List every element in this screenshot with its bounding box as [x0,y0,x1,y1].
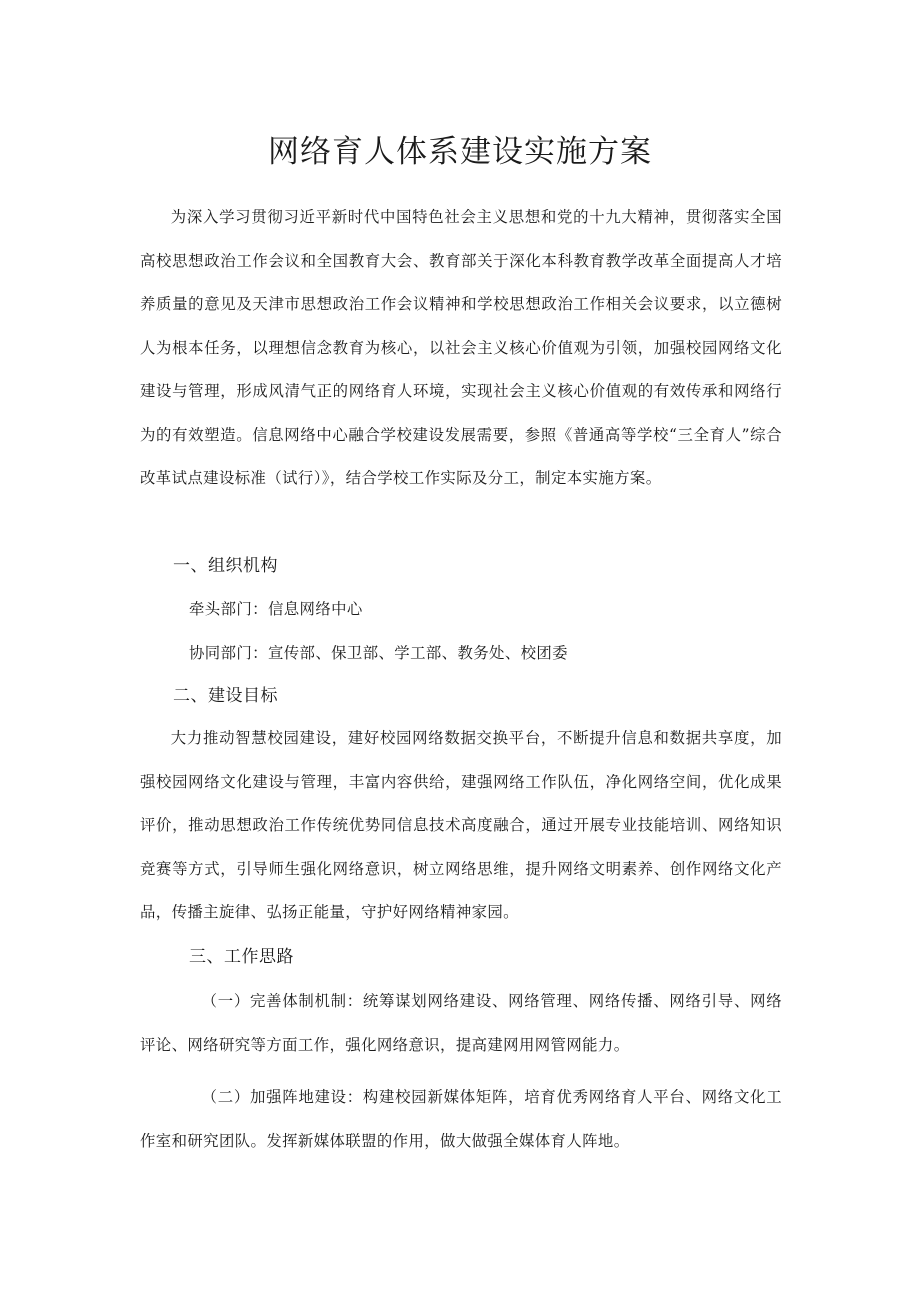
section-heading-goals: 二、建设目标 [173,686,278,706]
cooperating-departments: 协同部门：宣传部、保卫部、学工部、教务处、校团委 [189,644,568,662]
section-heading-approach: 三、工作思路 [189,947,294,967]
page-title: 网络育人体系建设实施方案 [268,134,652,170]
section-heading-organization: 一、组织机构 [173,556,278,576]
goals-paragraph: 大力推动智慧校园建设，建好校园网络数据交换平台，不断提升信息和数据共享度，加强校园网络文化建设与管理，丰富内容供给，建强网络工作队伍，净化网络空间，优化成果评价，推动思想政治工作传统优势同信息技术高度融合，通过开展专业技能培训、网络知识竞赛等方式，引导师生强化网络意识，树立网络思维，提升网络文明素养、创作网络文化产品，传播主旋律、弘扬正能量，守护好网络精神家园。 [140,729,782,921]
lead-department: 牵头部门：信息网络中心 [189,600,363,618]
intro-paragraph: 为深入学习贯彻习近平新时代中国特色社会主义思想和党的十九大精神，贯彻落实全国高校思想政治工作会议和全国教育大会、教育部关于深化本科教育教学改革全面提高人才培养质量的意见及天津市思想政治工作会议精神和学校思想政治工作相关会议要求，以立德树人为根本任务，以理想信念教育为核心，以社会主义核心价值观为引领，加强校园网络文化建设与管理，形成风清气正的网络育人环境，实现社会主义核心价值观的有效传承和网络行为的有效塑造。信息网络中心融合学校建设发展需要，参照《普通高等学校“三全育人”综合改革试点建设标准（试行）》，结合学校工作实际及分工，制定本实施方案。 [140,208,782,487]
approach-item-2: （二）加强阵地建设：构建校园新媒体矩阵，培育优秀网络育人平台、网络文化工作室和研究团队。发挥新媒体联盟的作用，做大做强全媒体育人阵地。 [140,1088,782,1150]
approach-item-1: （一）完善体制机制：统筹谋划网络建设、网络管理、网络传播、网络引导、网络评论、网络研究等方面工作，强化网络意识，提高建网用网管网能力。 [140,992,782,1054]
